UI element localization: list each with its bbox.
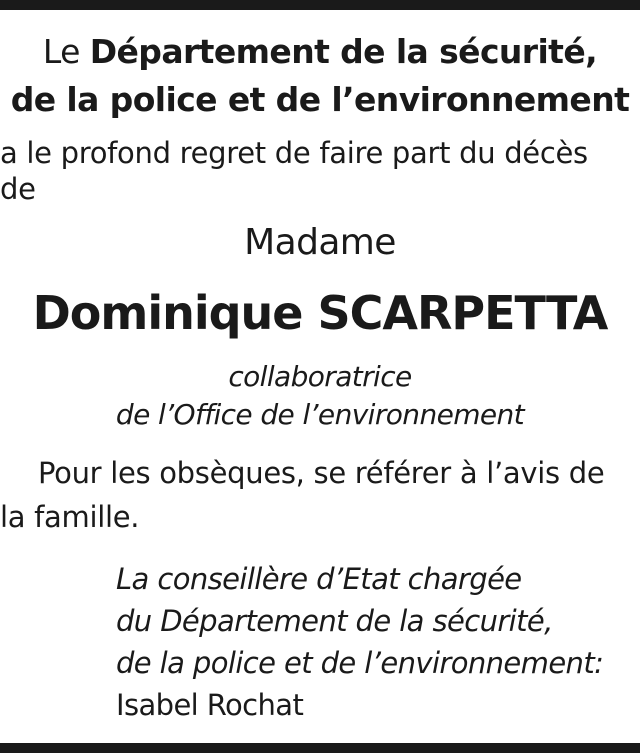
top-border-rule <box>0 0 640 10</box>
signature-line-3: de la police et de l’environnement: <box>116 646 604 680</box>
intro-line-1: a le profond regret de faire part du décès <box>0 136 588 170</box>
role-line-2: de l’Office de l’environnement <box>115 398 525 431</box>
signatory-name: Isabel Rochat <box>116 688 304 722</box>
funeral-note-line-1: Pour les obsèques, se référer à l’avis de <box>38 456 605 490</box>
deceased-title: Madame <box>244 222 396 263</box>
bottom-border-rule <box>0 743 640 753</box>
signature-line-2: du Département de la sécurité, <box>116 604 553 638</box>
header-line-2: de la police et de l’environnement <box>10 80 630 119</box>
intro-line-2: de <box>0 172 36 206</box>
header-line-1 <box>0 32 640 71</box>
signature-line-1: La conseillère d’Etat chargée <box>116 562 522 596</box>
role-line-1: collaboratrice <box>228 360 412 393</box>
deceased-name: Dominique SCARPETTA <box>32 286 608 340</box>
header-department-bold: Département de la sécurité, <box>89 32 598 71</box>
header-prefix: Le <box>42 32 90 71</box>
funeral-note-line-2: la famille. <box>0 500 140 534</box>
